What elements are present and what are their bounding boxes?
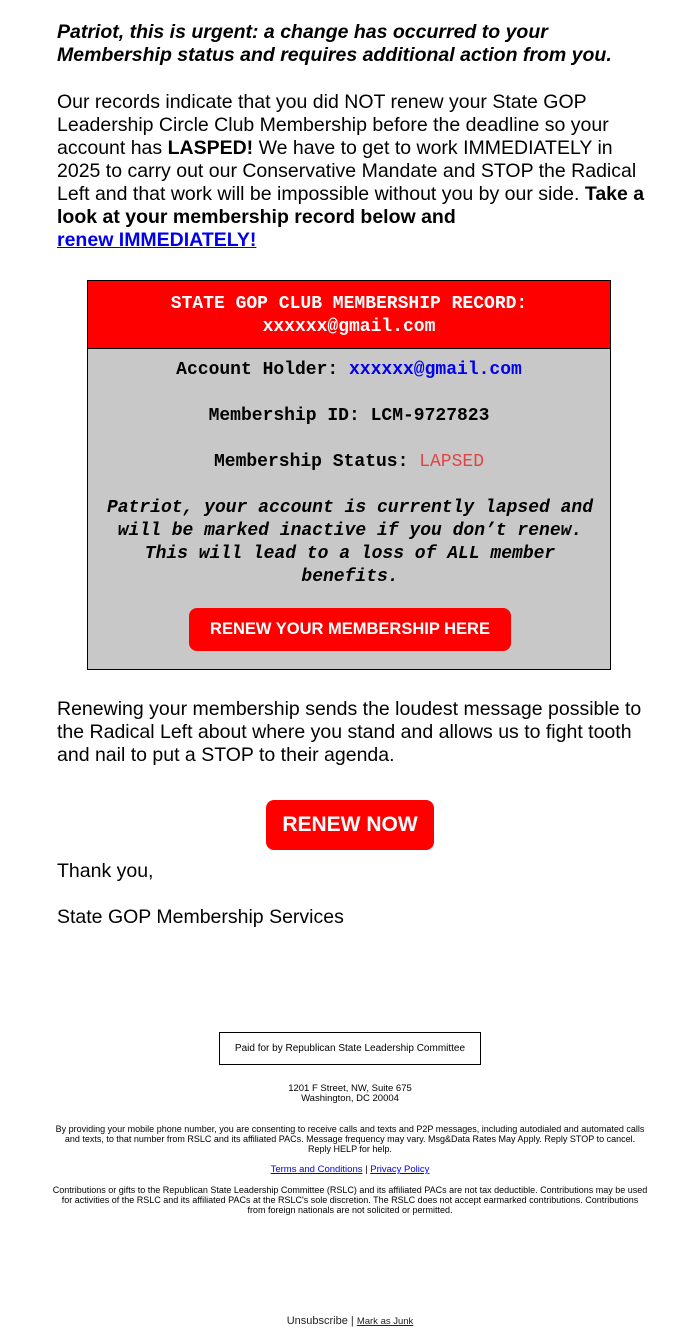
- footer-links: [0, 1164, 700, 1175]
- paid-for-disclaimer: Paid for by Republican State Leadership Committee: [219, 1032, 481, 1065]
- renew-now-button[interactable]: RENEW NOW: [266, 800, 434, 850]
- unsubscribe-bar: [0, 1315, 700, 1328]
- email-headline: Patriot, this is urgent: a change has occurred to your Membership status and requires additional action from you.: [57, 21, 612, 66]
- address-line-2: Washington, DC 20004: [301, 1093, 399, 1104]
- renew-message-paragraph: Renewing your membership sends the loudest message possible to the Radical Left about where you stand and allows us to fight tooth and nail to put a STOP to their agenda.: [57, 698, 642, 766]
- sms-consent-text: By providing your mobile phone number, you are consenting to receive calls and texts and P2P messages, including autodialed and automated calls and texts, to that number from RSLC and its affiliated PACs. Message frequency may vary. Msg&Data Rates May Apply. Reply STOP to cancel. Reply HELP for help.: [55, 1124, 645, 1154]
- record-header: [88, 281, 610, 349]
- mark-as-junk-link[interactable]: Mark as Junk: [356, 1316, 414, 1327]
- status-badge: LAPSED: [419, 452, 485, 472]
- intro-paragraph: [57, 91, 657, 252]
- renew-membership-button[interactable]: RENEW YOUR MEMBERSHIP HERE: [189, 608, 511, 651]
- lasped-emphasis: LASPED!: [167, 137, 254, 159]
- membership-id: Membership ID: LCM-9727823: [208, 406, 490, 426]
- membership-status-label: Membership Status:: [213, 452, 420, 472]
- renew-immediately-link[interactable]: renew IMMEDIATELY!: [57, 229, 257, 251]
- record-header-title: STATE GOP CLUB MEMBERSHIP RECORD:: [170, 294, 528, 314]
- contributions-disclaimer: Contributions or gifts to the Republican State Leadership Committee (RSLC) and its affiliated PACs are not tax deductible. Contributions may be used for activities of the RSLC and its affiliated PACs at the RSLC's sole discretion. The RSLC does not accept earmarked contributions. Contributions from foreign nationals are not solicited or permitted.: [52, 1185, 648, 1215]
- signoff-text: State GOP Membership Services: [57, 906, 344, 928]
- unsubscribe-link[interactable]: Unsubscribe: [286, 1315, 348, 1327]
- lapsed-warning: Patriot, your account is currently lapsed and will be marked inactive if you don’t renew. This will lead to a loss of ALL member benefits.: [106, 498, 594, 587]
- intro-text-2: We have to get to work IMMEDIATELY in 2025 to carry out our Conservative Mandate and STOP the Radical Left and that work will be impossible without you by our side.: [57, 137, 637, 205]
- footer-link-separator: |: [362, 1164, 371, 1175]
- intro-text-1: Our records indicate that you did NOT renew your State GOP Leadership Circle Club Membership before the deadline so your account has: [57, 91, 609, 159]
- membership-status-line: [88, 451, 610, 474]
- account-holder-line: [88, 359, 610, 382]
- terms-link[interactable]: Terms and Conditions: [270, 1164, 363, 1175]
- privacy-link[interactable]: Privacy Policy: [370, 1164, 430, 1175]
- intro-bold-cta: Take a look at your membership record below and: [57, 183, 645, 228]
- thank-you-text: Thank you,: [57, 860, 154, 882]
- membership-record-card: [87, 280, 611, 670]
- mailing-address: [0, 1084, 700, 1104]
- unsub-separator: |: [347, 1315, 357, 1327]
- account-holder-email[interactable]: xxxxxx@gmail.com: [349, 360, 522, 380]
- account-holder-label: Account Holder:: [176, 360, 349, 380]
- address-line-1: 1201 F Street, NW, Suite 675: [288, 1083, 412, 1094]
- record-header-email: xxxxxx@gmail.com: [262, 317, 436, 337]
